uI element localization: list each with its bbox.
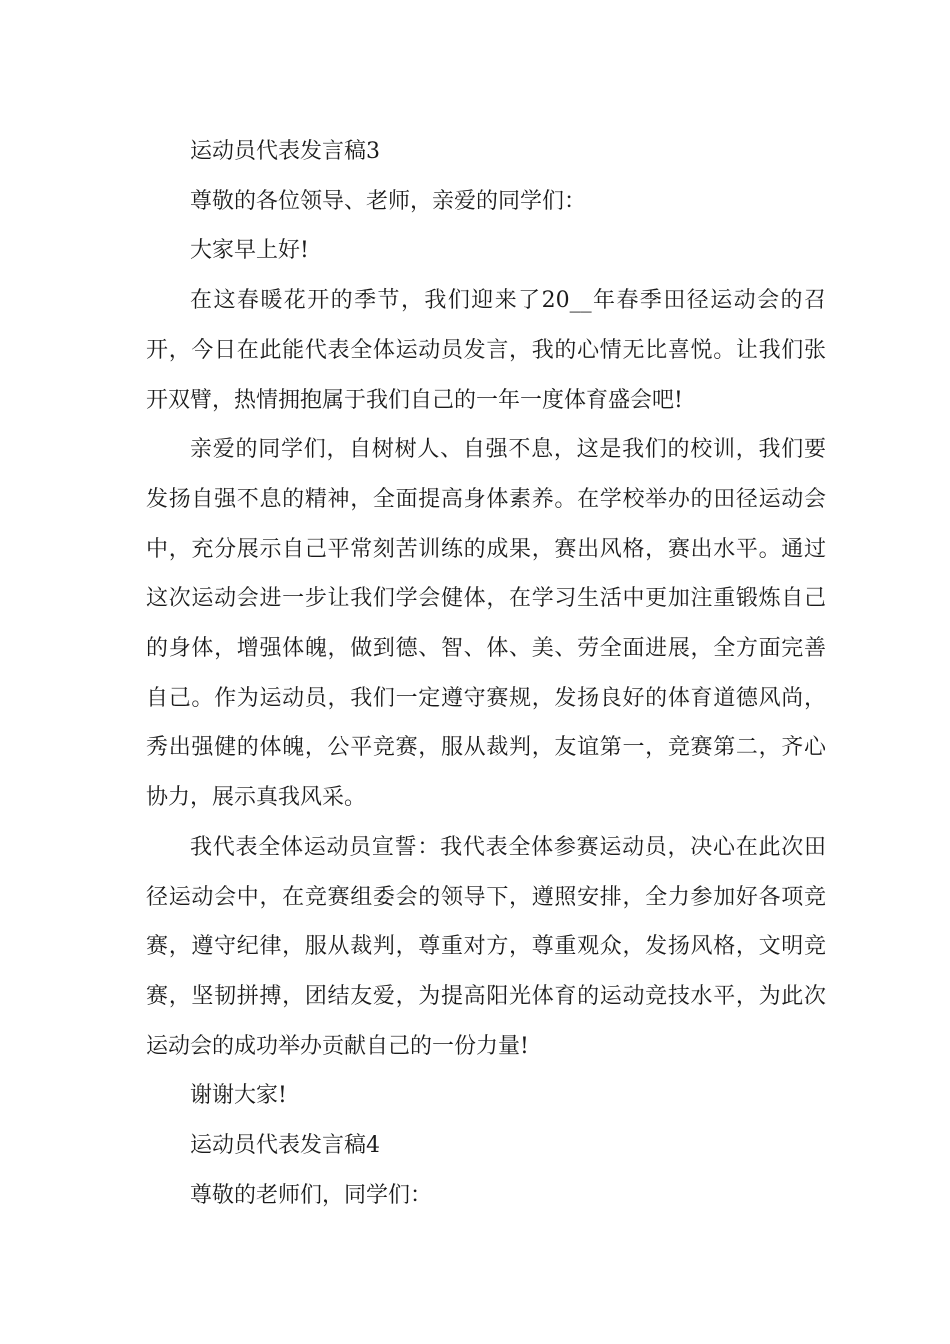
document-body (146, 127, 826, 1220)
greeting-salutation: 尊敬的各位领导、老师，亲爱的同学们： (190, 188, 587, 214)
greeting-morning: 大家早上好! (190, 238, 309, 264)
section-title-3: 运动员代表发言稿3 (190, 139, 380, 164)
closing-thanks: 谢谢大家! (190, 1083, 287, 1109)
paragraph-school-motto: 亲爱的同学们，自树树人、自强不息，这是我们的校训，我们要发扬自强不息的精神，全面提高身体素养。在学校举办的田径运动会中，充分展示自己平常刻苦训练的成果，赛出风格，赛出水平。通过这次运动会进一步让我们学会健体，在学习生活中更加注重锻炼自己的身体，增强体魄，做到德、智、体、美、劳全面进展，全方面完善自己。作为运动员，我们一定遵守赛规，发扬良好的体育道德风尚，秀出强健的体魄，公平竞赛，服从裁判，友谊第一，竞赛第二，齐心协力，展示真我风采。 (146, 437, 826, 811)
paragraph-oath: 我代表全体运动员宣誓：我代表全体参赛运动员，决心在此次田径运动会中，在竞赛组委会的领导下，遵照安排，全力参加好各项竞赛，遵守纪律，服从裁判，尊重对方，尊重观众，发扬风格，文明竞赛，坚韧拼搏，团结友爱，为提高阳光体育的运动竞技水平，为此次运动会的成功举办贡献自己的一份力量! (146, 834, 826, 1059)
section-title-4: 运动员代表发言稿4 (190, 1133, 380, 1159)
greeting-salutation-2: 尊敬的老师们，同学们： (190, 1182, 433, 1208)
paragraph-opening: 在这春暖花开的季节，我们迎来了20__年春季田径运动会的召开，今日在此能代表全体运动员发言，我的心情无比喜悦。让我们张开双臂，热情拥抱属于我们自己的一年一度体育盛会吧! (146, 288, 826, 413)
